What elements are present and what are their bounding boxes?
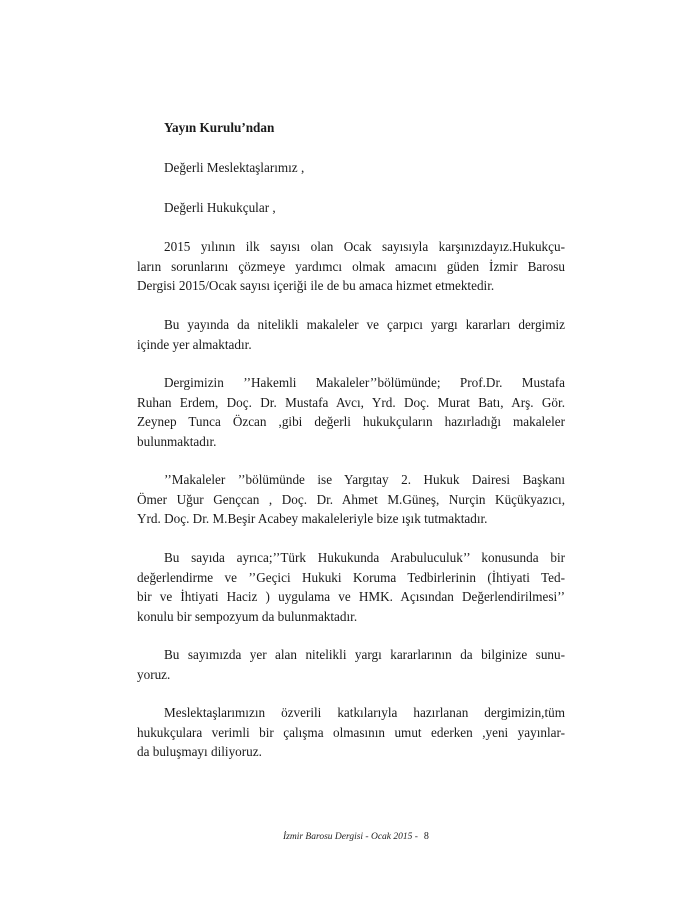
p5-line-1: Bu sayıda ayrıca;’’Türk Hukukunda Arabuluculuk’’ konusunda bir: [164, 550, 565, 565]
paragraph-5: [137, 548, 565, 626]
paragraph-2: [137, 315, 565, 354]
footer-journal-title: İzmir Barosu Dergisi - Ocak 2015 -: [283, 832, 418, 842]
p3-line-2: Ruhan Erdem, Doç. Dr. Mustafa Avcı, Yrd. Doç. Murat Batı, Arş. Gör.: [137, 394, 565, 410]
paragraph-1: [137, 237, 565, 296]
salutation-colleagues: Değerli Meslektaşlarımız ,: [164, 160, 305, 175]
p5-line-2: değerlendirme ve ’’Geçici Hukuki Koruma Tedbirlerinin (İhtiyati Ted-: [137, 569, 565, 585]
p4-line-2: Ömer Uğur Gençcan , Doç. Dr. Ahmet M.Güneş, Nurçin Küçükyazıcı,: [137, 491, 565, 507]
page-footer: [283, 831, 429, 842]
salutation-block-2: [137, 198, 565, 218]
p6-line-2: yoruz.: [137, 666, 171, 682]
p3-line-1: Dergimizin ’’Hakemli Makaleler’’bölümünde; Prof.Dr. Mustafa: [164, 375, 565, 390]
page-number: 8: [423, 831, 429, 842]
p2-line-1: Bu yayında da nitelikli makaleler ve çarpıcı yargı kararları dergimiz: [164, 317, 565, 332]
p3-line-4: bulunmaktadır.: [137, 433, 217, 449]
paragraph-6: [137, 645, 565, 684]
p7-line-3: da buluşmayı diliyoruz.: [137, 744, 262, 759]
paragraph-3: [137, 373, 565, 451]
paragraph-7: [137, 703, 565, 762]
p1-line-3: Dergisi 2015/Ocak sayısı içeriği ile de bu amaca hizmet etmektedir.: [137, 278, 495, 293]
p3-line-3: Zeynep Tunca Özcan ,gibi değerli hukukçuların hazırladığı makaleler: [137, 414, 565, 429]
p4-line-3: Yrd. Doç. Dr. M.Beşir Acabey makaleleriyle bize ışık tutmaktadır.: [137, 511, 488, 526]
p2-line-2: içinde yer almaktadır.: [137, 336, 252, 352]
p6-line-1: Bu sayımızda yer alan nitelikli yargı kararlarının da bilginize sunu-: [164, 647, 565, 662]
p7-line-1: Meslektaşlarımızın özverili katkılarıyla hazırlanan dergimizin,tüm: [164, 705, 565, 720]
p1-line-2: ların sorunlarını çözmeye yardımcı olmak amacını güden İzmir Barosu: [137, 258, 565, 274]
p1-line-1: 2015 yılının ilk sayısı olan Ocak sayısıyla karşınızdayız.Hukukçu-: [164, 239, 565, 254]
salutation-block-1: [137, 158, 565, 178]
p7-line-2: hukukçulara verimli bir çalışma olmasının umut ederken ,yeni yayınlar-: [137, 724, 565, 740]
p5-line-4: konulu bir sempozyum da bulunmaktadır.: [137, 608, 358, 624]
p5-line-3: bir ve İhtiyati Haciz ) uygulama ve HMK. Açısından Değerlendirilmesi’’: [137, 589, 565, 604]
p4-line-1: ’’Makaleler ’’bölümünde ise Yargıtay 2. Hukuk Dairesi Başkanı: [164, 472, 565, 487]
salutation-jurists: Değerli Hukukçular ,: [164, 200, 276, 215]
editorial-heading: Yayın Kurulu’ndan: [164, 120, 275, 135]
paragraph-4: [137, 470, 565, 529]
heading-block: [137, 118, 565, 138]
